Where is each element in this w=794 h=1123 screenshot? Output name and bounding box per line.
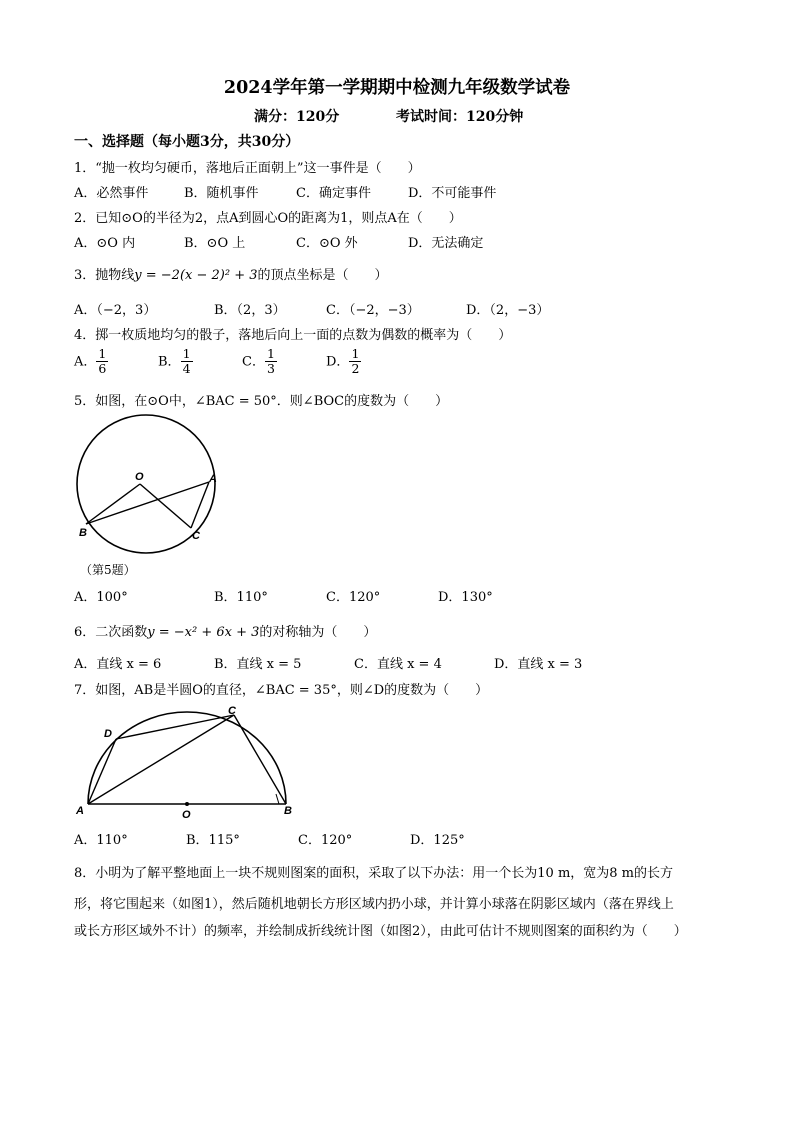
q4-den-d: 2	[351, 361, 360, 377]
q7-label-o: O	[182, 809, 191, 821]
q4-letter-c: C．	[242, 354, 265, 370]
q4-letter-a: A．	[74, 354, 97, 370]
q7-semicircle-figure	[70, 700, 304, 822]
q3-stem-post: 的顶点坐标是（ ）	[257, 268, 388, 283]
q6-option-c: C．直线 x = 4	[354, 657, 442, 672]
q8-line-2: 形，将它围起来（如图1），然后随机地朝长方形区域内扔小球，并计算小球落在阴影区域内（落在界线上	[74, 897, 674, 912]
question-2-stem: 2．已知⊙O的半径为2，点A到圆心O的距离为1，则点A在（ ）	[74, 211, 462, 226]
q3-option-a: A．（−2，3）	[74, 303, 157, 318]
q5-option-d: D．130°	[438, 590, 493, 605]
exam-time: 考试时间：120分钟	[396, 109, 524, 125]
q4-num-d: 1	[351, 346, 360, 361]
q4-num-b: 1	[182, 346, 191, 361]
q8-line-3: 或长方形区域外不计）的频率，并绘制成折线统计图（如图2），由此可估计不规则图案的面积约为（ ）	[74, 924, 687, 939]
q5-option-b: B．110°	[214, 590, 268, 605]
q5-circle-figure	[70, 412, 230, 560]
q5-label-c: C	[192, 530, 200, 542]
q6-stem-pre: 6．二次函数	[74, 625, 148, 640]
section-heading-choice: 一、选择题（每小题3分，共30分）	[74, 134, 300, 150]
q6-formula: y = −x² + 6x + 3	[147, 625, 260, 640]
q4-fraction-a	[96, 347, 108, 377]
q5-option-a: A．100°	[74, 590, 128, 605]
question-5-stem: 5．如图，在⊙O中，∠BAC = 50°．则∠BOC的度数为（ ）	[74, 394, 449, 409]
q7-semicircle-arc	[88, 712, 286, 804]
q5-caption: （第5题）	[80, 563, 136, 577]
q7-option-a: A．110°	[74, 833, 128, 848]
q1-option-d: D．不可能事件	[408, 186, 497, 201]
question-7-stem: 7．如图，AB是半圆O的直径，∠BAC = 35°，则∠D的度数为（ ）	[74, 683, 489, 698]
q4-option-c	[242, 347, 277, 377]
q4-den-c: 3	[266, 361, 275, 377]
q7-option-b: B．115°	[186, 833, 240, 848]
q5-option-c: C．120°	[326, 590, 381, 605]
q1-option-b: B．随机事件	[184, 186, 259, 201]
question-1-stem: 1．“抛一枚均匀硬币，落地后正面朝上”这一事件是（ ）	[74, 161, 421, 176]
q5-segment-ac	[191, 482, 209, 528]
q7-angle-mark	[276, 794, 279, 804]
q4-num-a: 1	[98, 346, 107, 361]
q4-option-b	[158, 347, 193, 377]
q4-letter-d: D．	[326, 354, 350, 370]
q6-option-b: B．直线 x = 5	[214, 657, 302, 672]
q3-option-d: D．（2，−3）	[466, 303, 550, 318]
q2-option-b: B．⊙O 上	[184, 236, 246, 251]
q4-fraction-d	[349, 347, 361, 377]
q7-label-c: C	[228, 705, 236, 717]
q7-label-d: D	[104, 728, 112, 740]
q6-stem-post: 的对称轴为（ ）	[259, 625, 377, 640]
q4-den-a: 6	[98, 361, 107, 377]
q4-den-b: 4	[182, 361, 191, 377]
question-4-stem: 4．掷一枚质地均匀的骰子，落地后向上一面的点数为偶数的概率为（ ）	[74, 328, 512, 343]
q7-option-d: D．125°	[410, 833, 465, 848]
q5-label-a: A	[209, 473, 217, 485]
q3-formula: y = −2(x − 2)² + 3	[134, 268, 258, 283]
q2-option-a: A．⊙O 内	[74, 236, 136, 251]
q2-option-c: C．⊙O 外	[296, 236, 358, 251]
q5-label-o: O	[135, 471, 144, 483]
q3-option-b: B．（2，3）	[214, 303, 286, 318]
q5-segment-ob	[86, 484, 140, 524]
q1-option-c: C．确定事件	[296, 186, 371, 201]
q4-fraction-b	[181, 347, 193, 377]
q4-letter-b: B．	[158, 354, 181, 370]
full-score: 满分：120分	[254, 109, 340, 125]
question-3-stem	[74, 264, 388, 283]
q7-label-a: A	[76, 805, 84, 817]
q4-option-a	[74, 347, 108, 377]
q6-option-d: D．直线 x = 3	[494, 657, 583, 672]
q4-fraction-c	[265, 347, 277, 377]
question-6-stem	[74, 621, 376, 640]
q3-option-c: C．（−2，−3）	[326, 303, 420, 318]
page-title: 2024学年第一学期期中检测九年级数学试卷	[223, 78, 571, 98]
q6-option-a: A．直线 x = 6	[74, 657, 162, 672]
q5-segment-ba	[86, 482, 209, 524]
q7-label-b: B	[284, 805, 292, 817]
q7-segment-ad	[88, 739, 116, 804]
q7-option-c: C．120°	[298, 833, 353, 848]
q5-label-b: B	[79, 527, 87, 539]
q4-option-d	[326, 347, 361, 377]
q4-num-c: 1	[266, 346, 275, 361]
q7-segment-cb	[234, 715, 286, 804]
q7-center-dot	[185, 802, 189, 806]
q1-option-a: A．必然事件	[74, 186, 149, 201]
q3-stem-pre: 3．抛物线	[74, 268, 135, 283]
q8-line-1: 8．小明为了解平整地面上一块不规则图案的面积，采取了以下办法：用一个长为10 m，宽为8 m的长方	[74, 866, 674, 881]
q2-option-d: D．无法确定	[408, 236, 484, 251]
